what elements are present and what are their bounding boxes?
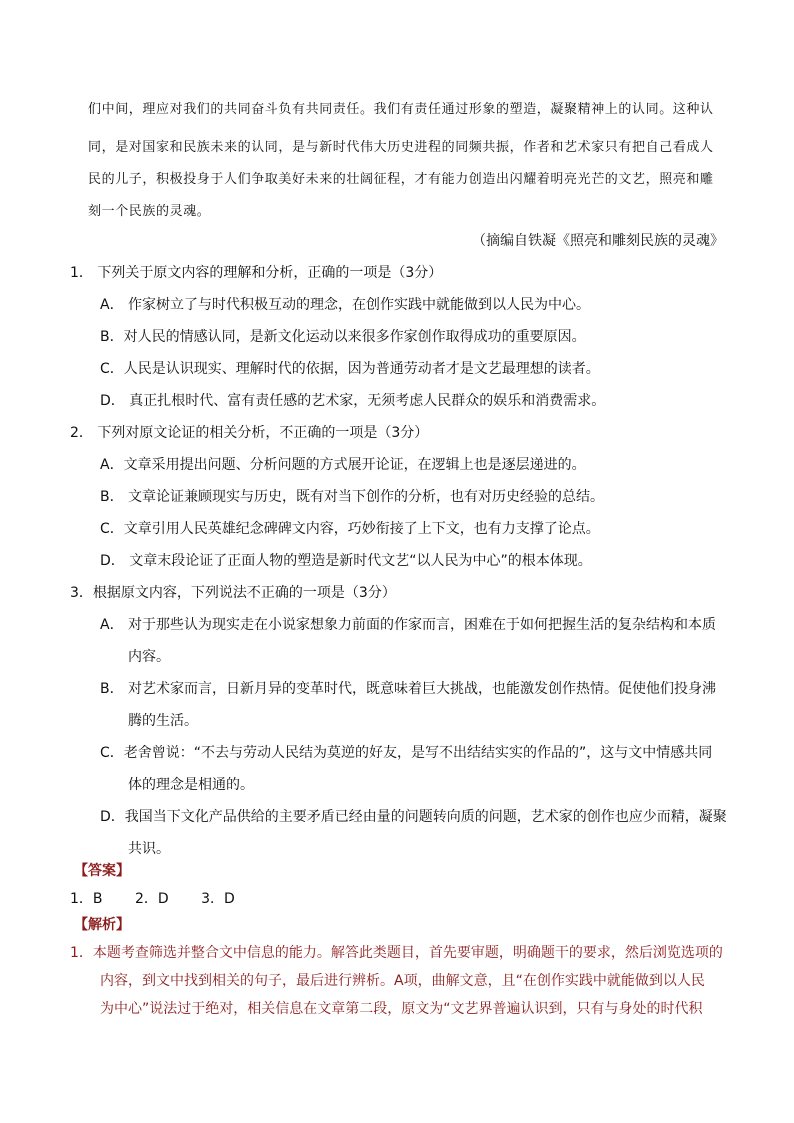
answer-item: 1．B <box>70 891 103 907</box>
question-1-option-d: D． 真正扎根时代、富有责任感的艺术家，无须考虑人民群众的娱乐和消费需求。 <box>100 393 606 409</box>
answer-item: 3．D <box>201 891 235 907</box>
passage-line: 同，是对国家和民族未来的认同，是与新时代伟大历史进程的同频共振，作者和艺术家只有把自己看成人 <box>88 140 714 155</box>
answer-heading: 【答案】 <box>74 863 130 879</box>
question-3-option-a: A． 对于那些认为现实走在小说家想象力前面的作家而言，困难在于如何把握生活的复杂结构和本质 <box>100 617 717 633</box>
question-2-option-d: D． 文章末段论证了正面人物的塑造是新时代文艺“以人民为中心”的根本体现。 <box>100 553 592 569</box>
analysis-line: 为中心”说法过于绝对，相关信息在文章第二段，原文为“文艺界普遍认识到，只有与身处的时代积 <box>100 1001 703 1017</box>
question-2-option-c: C．文章引用人民英雄纪念碑碑文内容，巧妙衔接了上下文，也有力支撑了论点。 <box>100 521 600 537</box>
question-3-option-b: B． 对艺术家而言，日新月异的变革时代，既意味着巨大挑战，也能激发创作热情。促使他们投身沸 <box>100 681 717 697</box>
question-3-stem: 3．根据原文内容，下列说法不正确的一项是（3分） <box>70 585 396 601</box>
analysis-heading: 【解析】 <box>74 917 130 933</box>
question-1-stem: 1． 下列关于原文内容的理解和分析，正确的一项是（3分） <box>70 265 443 281</box>
question-1-option-a: A． 作家树立了与时代积极互动的理念，在创作实践中就能做到以人民为中心。 <box>100 297 591 313</box>
question-1-option-c: C．人民是认识现实、理解时代的依据，因为普通劳动者才是文艺最理想的读者。 <box>100 361 600 377</box>
passage-line: 们中间，理应对我们的共同奋斗负有共同责任。我们有责任通过形象的塑造，凝聚精神上的认同。这种认 <box>88 102 714 117</box>
passage-line: 民的儿子，积极投身于人们争取美好未来的壮阔征程，才有能力创造出闪耀着明亮光芒的文艺，照亮和雕 <box>88 172 714 187</box>
passage-source: （摘编自铁凝《照亮和雕刻民族的灵魂》 <box>472 233 724 249</box>
answer-item: 2．D <box>134 891 169 907</box>
question-2-stem: 2． 下列对原文论证的相关分析，不正确的一项是（3分） <box>70 425 429 441</box>
question-3-option-d-cont: 共识。 <box>128 841 170 857</box>
question-3-option-c: C．老舍曾说：“不去与劳动人民结为莫逆的好友，是写不出结结实实的作品的”，这与文中情感共同 <box>100 745 713 761</box>
question-3-option-c-cont: 体的理念是相通的。 <box>128 777 254 793</box>
answer-list <box>70 888 263 908</box>
question-2-option-a: A．文章采用提出问题、分析问题的方式展开论证，在逻辑上也是逐层递进的。 <box>100 457 586 473</box>
question-3-option-a-cont: 内容。 <box>128 649 170 665</box>
passage-line: 刻一个民族的灵魂。 <box>88 204 211 219</box>
analysis-line: 1．本题考查筛选并整合文中信息的能力。解答此类题目，首先要审题，明确题干的要求，然后浏览选项的 <box>70 945 723 961</box>
question-3-option-b-cont: 腾的生活。 <box>128 713 198 729</box>
question-1-option-b: B．对人民的情感认同，是新文化运动以来很多作家创作取得成功的重要原因。 <box>100 329 586 345</box>
analysis-line: 内容，到文中找到相关的句子，最后进行辨析。A项，曲解文意，且“在创作实践中就能做到以人民 <box>100 973 705 989</box>
question-3-option-d: D．我国当下文化产品供给的主要矛盾已经由量的问题转向质的问题，艺术家的创作也应少而精，凝聚 <box>100 809 727 825</box>
question-2-option-b: B． 文章论证兼顾现实与历史，既有对当下创作的分析，也有对历史经验的总结。 <box>100 489 605 505</box>
